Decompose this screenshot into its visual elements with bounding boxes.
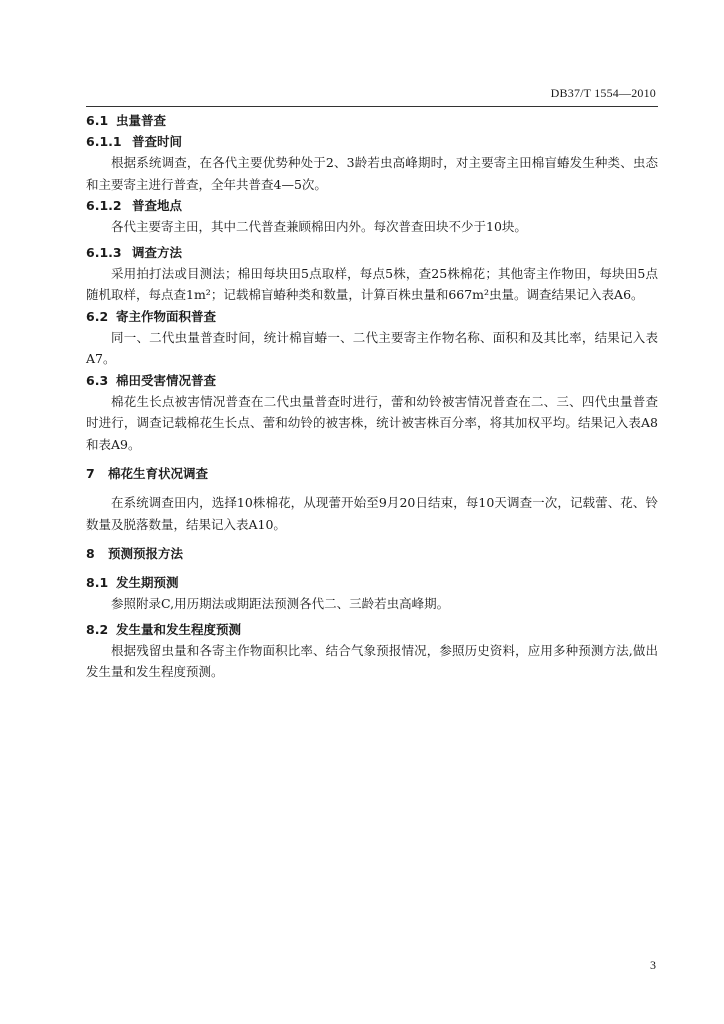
heading-6-2 xyxy=(86,306,658,327)
heading-number: 7 xyxy=(86,466,95,481)
paragraph-8-1: 参照附录C,用历期法或期距法预测各代二、三龄若虫高峰期。 xyxy=(111,596,450,611)
heading-title: 发生期预测 xyxy=(116,575,179,590)
heading-number: 8 xyxy=(86,546,95,561)
heading-title: 虫量普查 xyxy=(116,113,167,128)
heading-title: 寄主作物面积普查 xyxy=(116,308,217,324)
heading-6-1-3 xyxy=(86,242,658,263)
standard-code: DB37/T 1554—2010 xyxy=(550,86,656,100)
heading-title: 普查时间 xyxy=(132,134,183,149)
paragraph-7: 在系统调查田内，选择10株棉花，从现蕾开始至9月20日结束，每10天调查一次，记载蕾、花、铃数量及脱落数量，结果记入表A10。 xyxy=(86,495,658,532)
heading-title: 预测预报方法 xyxy=(108,546,184,561)
page-content xyxy=(86,110,658,683)
page-number: 3 xyxy=(650,958,656,972)
paragraph-6-1-2: 各代主要寄主田，其中二代普查兼顾棉田内外。每次普查田块不少于10块。 xyxy=(111,219,527,234)
heading-8 xyxy=(86,543,658,564)
heading-number: 8.2 xyxy=(86,621,109,637)
paragraph-6-1-3: 采用拍打法或目测法；棉田每块田5点取样，每点5株，查25株棉花；其他寄主作物田，每块田5点随机取样，每点查1m²；记载棉盲蝽种类和数量，计算百株虫量和667m²虫量。调查结果记入表A6。 xyxy=(86,265,658,302)
heading-7 xyxy=(86,463,658,484)
heading-number: 8.1 xyxy=(86,575,109,590)
heading-number: 6.1.3 xyxy=(86,244,122,260)
heading-6-3 xyxy=(86,370,658,391)
paragraph-8-2: 根据残留虫量和各寄主作物面积比率、结合气象预报情况，参照历史资料，应用多种预测方法,做出发生量和发生程度预测。 xyxy=(86,642,658,679)
heading-number: 6.3 xyxy=(86,372,109,388)
heading-8-1 xyxy=(86,572,658,593)
heading-title: 调查方法 xyxy=(132,244,183,260)
heading-number: 6.1.2 xyxy=(86,198,122,213)
heading-number: 6.2 xyxy=(86,308,109,324)
heading-6-1 xyxy=(86,110,658,131)
paragraph-6-3: 棉花生长点被害情况普查在二代虫量普查时进行，蕾和幼铃被害情况普查在二、三、四代虫量普查时进行，调查记载棉花生长点、蕾和幼铃的被害株，统计被害株百分率，将其加权平均。结果记入表A8和表A9。 xyxy=(86,393,658,452)
heading-title: 棉田受害情况普查 xyxy=(116,372,217,388)
heading-title: 发生量和发生程度预测 xyxy=(116,621,242,637)
header-rule xyxy=(86,106,658,107)
heading-8-2 xyxy=(86,619,658,640)
heading-6-1-1 xyxy=(86,131,658,152)
paragraph-6-1-1: 根据系统调查，在各代主要优势种处于2、3龄若虫高峰期时，对主要寄主田棉盲蝽发生种类、虫态和主要寄主进行普查，全年共普查4—5次。 xyxy=(86,155,658,192)
heading-title: 棉花生育状况调查 xyxy=(108,466,209,481)
heading-title: 普查地点 xyxy=(132,198,183,213)
heading-number: 6.1 xyxy=(86,113,109,128)
heading-number: 6.1.1 xyxy=(86,134,122,149)
paragraph-6-2: 同一、二代虫量普查时间，统计棉盲蝽一、二代主要寄主作物名称、面积和及其比率，结果记入表A7。 xyxy=(86,329,658,366)
heading-6-1-2 xyxy=(86,195,658,216)
